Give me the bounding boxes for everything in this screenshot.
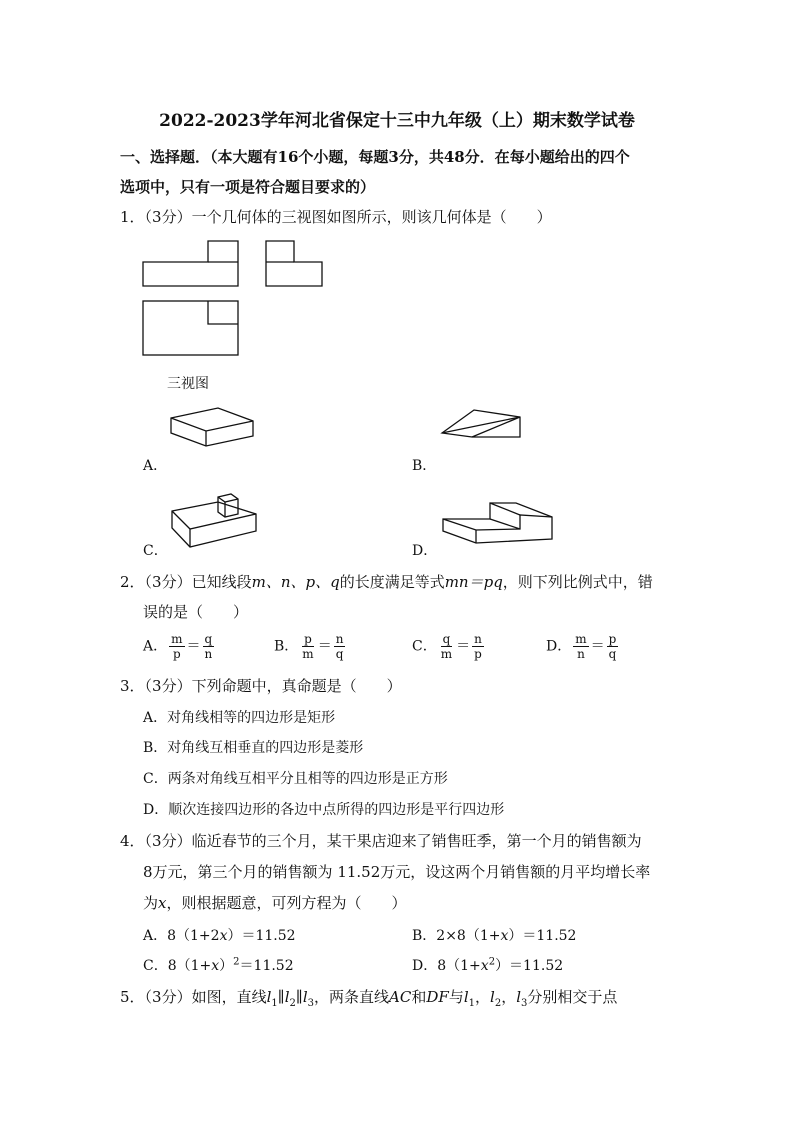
section-header-line2: 选项中，只有一项是符合题目要求的） — [120, 178, 376, 196]
q3-option-b: B．对角线互相垂直的四边形是菱形 — [143, 740, 364, 756]
q2-variables: m、n、p、q — [251, 573, 340, 591]
q1-option-b-label: B． — [412, 458, 437, 474]
fraction: $\frac{q}{n}$ — [204, 632, 213, 661]
q2-option-a: A． $\frac{m}{p}$ ＝ $\frac{q}{n}$ — [143, 632, 213, 661]
fraction: $\frac{p}{m}$ — [302, 632, 314, 661]
question-1-stem: 1．（3分）一个几何体的三视图如图所示，则该几何体是（ ） — [120, 208, 552, 226]
q2-option-d: D． $\frac{m}{n}$ ＝ $\frac{p}{q}$ — [546, 632, 617, 661]
question-2-line2: 误的是（ ） — [143, 603, 249, 621]
q4-option-d: D．$8(1+x^2)=11.52$ — [412, 956, 564, 974]
q2-equation: mn＝pq — [444, 573, 503, 591]
fraction: $\frac{n}{p}$ — [474, 632, 482, 661]
question-3-stem: 3．（3分）下列命题中，真命题是（ ） — [120, 677, 402, 695]
fraction: $\frac{n}{q}$ — [335, 632, 344, 661]
q3-option-c: C．两条对角线互相平分且相等的四边形是正方形 — [143, 771, 448, 787]
q1-option-a-label: A． — [143, 458, 168, 474]
fraction: $\frac{m}{p}$ — [171, 632, 183, 661]
q1-option-d-label: D． — [412, 543, 438, 559]
top-view — [143, 301, 238, 355]
question-4-line1: 4．（3分）临近春节的三个月，某干果店迎来了销售旺季，第一个月的销售额为 — [120, 832, 642, 850]
side-view — [266, 241, 322, 286]
fraction: $\frac{q}{m}$ — [440, 632, 453, 661]
q3-option-d: D．顺次连接四边形的各边中点所得的四边形是平行四边形 — [143, 802, 505, 818]
q4-option-c: C．$8(1+x)^2=11.52$ — [143, 956, 294, 974]
front-view — [143, 241, 238, 286]
section-header-line1: 一、选择题．（本大题有16个小题，每题3分，共48分．在每小题给出的四个 — [120, 148, 630, 166]
page-title: 2022-2023学年河北省保定十三中九年级（上）期末数学试卷 — [159, 111, 635, 131]
q2-option-c: C． $\frac{q}{m}$ ＝ $\frac{n}{p}$ — [412, 632, 482, 661]
q4-option-b: B．2×8（1+x）＝11.52 — [412, 928, 577, 944]
q2-option-b: B． $\frac{p}{m}$ ＝ $\frac{n}{q}$ — [274, 632, 344, 661]
question-2-line1: 2．（3分）已知线段m、n、p、q的长度满足等式mn＝pq，则下列比例式中，错 — [120, 573, 653, 591]
option-d-solid — [443, 503, 552, 543]
q3-option-a: A．对角线相等的四边形是矩形 — [143, 710, 336, 726]
question-4-line3: 为x，则根据题意，可列方程为（ ） — [143, 894, 407, 912]
fraction: $\frac{p}{q}$ — [608, 632, 617, 661]
three-views-caption: 三视图 — [167, 376, 209, 392]
fraction: $\frac{m}{n}$ — [575, 632, 587, 661]
option-c-solid — [172, 494, 256, 547]
option-a-solid — [171, 408, 253, 446]
q1-option-c-label: C． — [143, 543, 168, 559]
question-4-line2: 8万元，第三个月的销售额为 11.52万元，设这两个月销售额的月平均增长率 — [143, 863, 651, 881]
q4-option-a: A．8（1+2x）＝11.52 — [143, 928, 296, 944]
question-5-line1: 5．（3分）如图，直线$l_1\parallel l_2\parallel l_3$，两条直线AC和DF与$l_1$，$l_2$，$l_3$分别相交于点 — [120, 988, 618, 1009]
option-b-solid — [442, 410, 520, 437]
